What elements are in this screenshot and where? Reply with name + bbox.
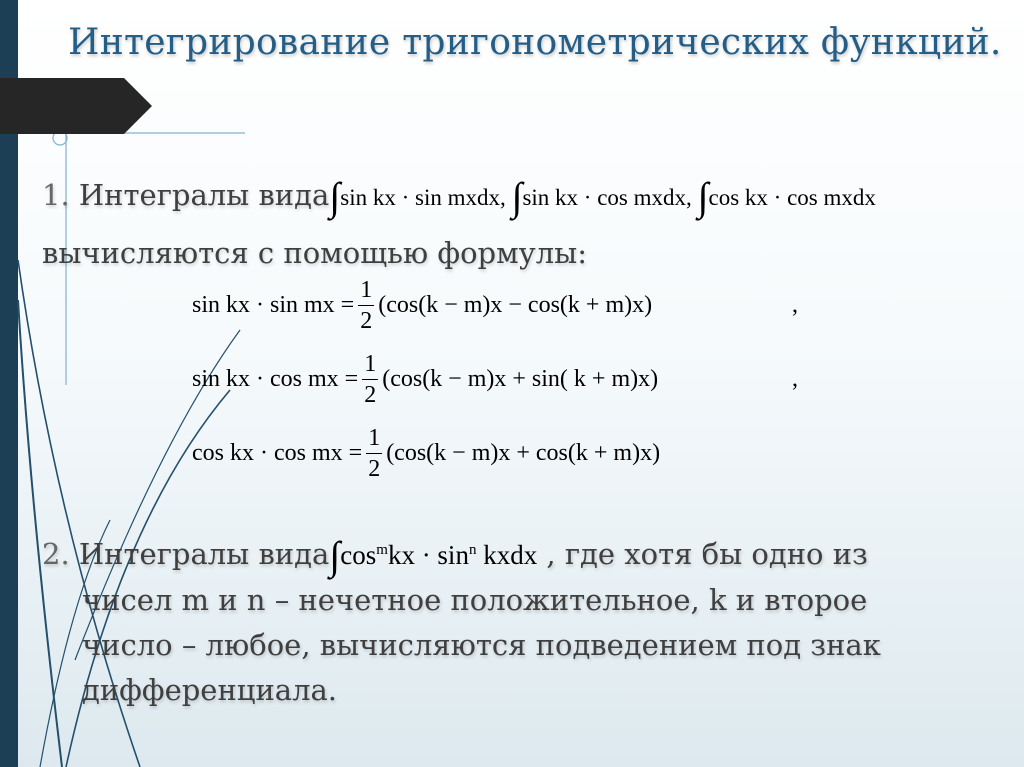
item-2-paragraph [42,528,982,713]
formula-rhs: (cos(k − m)x + cos(k + m)x) [386,439,661,466]
formula-block [192,268,798,490]
integral-list: ∫sin kx · sin mxdx, ∫sin kx · cos mxdx, ∫cos kx · cos mxdx [329,174,876,219]
item-1-lead: Интегралы вида [78,178,330,212]
slide-title: Интегрирование тригонометрических функций. [68,22,1002,63]
integral-power: $\int\cos^mkx \cdot \sin^n$ kxdx [329,533,538,578]
integral-3: cos kx · cos mxdx [708,185,876,210]
formula-rhs: (cos(k − m)x + sin( k + m)x) [382,365,659,392]
integral-1: sin kx · sin mxdx, [340,185,506,210]
item-1-continuation: вычисляются с помощью формулы: [42,236,588,270]
formula-rhs: (cos(k − m)x − cos(k + m)x) [378,291,653,318]
item-2-line-2: чисел m и n – нечетное положительное, k и второе [82,583,868,617]
item-2-line-3: число – любое, вычисляются подведением под знак [82,628,881,662]
item-1-number: 1. [42,178,70,212]
half-fraction: $\frac{1}{2}$ [364,350,377,408]
half-fraction: $\frac{1}{2}$ [368,424,381,482]
integral-2: sin kx · cos mxdx, [522,185,692,210]
item-2-line-4: дифференциала. [82,673,337,707]
half-fraction: $\frac{1}{2}$ [360,276,373,334]
item-2-number: 2. [42,537,70,571]
item-1-line [42,168,876,219]
item-2-lead: Интегралы вида [78,537,330,571]
title-arrow-tab [0,78,152,134]
formula-row [192,342,798,416]
formula-lhs: cos kx · cos mx = [192,439,363,466]
formula-row [192,268,798,342]
formula-comma: , [792,291,798,318]
formula-row [192,416,660,490]
item-2-line-1 [42,528,982,578]
formula-lhs: sin kx · sin mx = [192,291,355,318]
item-2-after: , где хотя бы одно из [546,537,868,571]
formula-lhs: sin kx · cos mx = [192,365,359,392]
formula-comma: , [792,365,798,392]
